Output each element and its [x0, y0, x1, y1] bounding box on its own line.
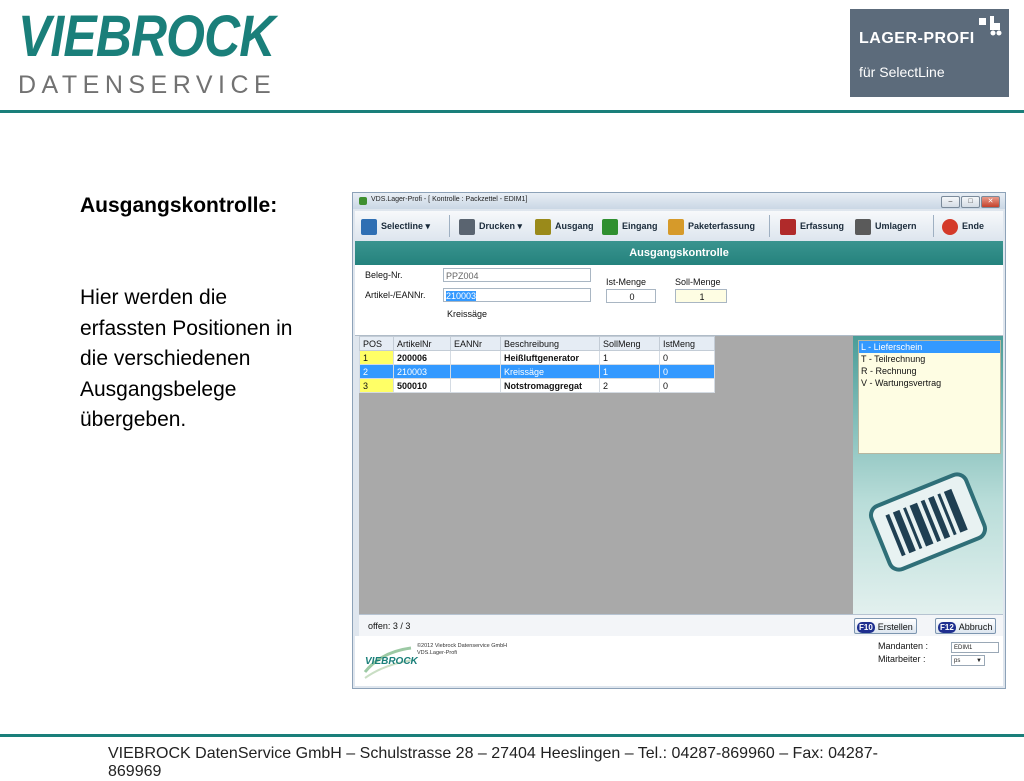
shelf-icon: [855, 219, 871, 235]
list-item-teilrechnung[interactable]: T - Teilrechnung: [861, 354, 926, 364]
power-icon: [942, 219, 958, 235]
table-row[interactable]: [360, 351, 715, 365]
artikel-description: Kreissäge: [447, 309, 488, 319]
toolbar-erfassung-button[interactable]: [780, 217, 844, 235]
soll-menge-value: 1: [699, 292, 705, 302]
beschreibung-cell: Notstromaggregat: [501, 379, 600, 393]
section-title: Ausgangskontrolle: [355, 241, 1003, 265]
badge-title: LAGER-PROFI: [859, 30, 975, 47]
main-toolbar: [355, 211, 1003, 242]
toolbar-label: Umlagern: [875, 221, 917, 231]
barcode-illustration-icon: [869, 474, 987, 570]
beschreibung-cell: Kreissäge: [501, 365, 600, 379]
artikel-label: Artikel-/EANNr.: [365, 290, 426, 300]
ist-menge-label: Ist-Menge: [606, 277, 647, 287]
offen-counter: offen: 3 / 3: [368, 621, 411, 631]
window-titlebar: [353, 193, 1005, 209]
column-header[interactable]: ArtikelNr: [394, 337, 451, 351]
mitarbeiter-label: Mitarbeiter :: [878, 654, 926, 664]
erstellen-button[interactable]: [854, 618, 917, 634]
ist-cell: 0: [660, 351, 715, 365]
beleg-field[interactable]: [443, 268, 591, 282]
toolbar-label: Ende: [962, 221, 985, 231]
toolbar-ende-button[interactable]: [942, 217, 984, 235]
artikel-cell: 500010: [394, 379, 451, 393]
chevron-down-icon: ▼: [976, 658, 982, 664]
maximize-icon[interactable]: □: [961, 196, 980, 208]
status-bar: [359, 614, 1003, 637]
toolbar-label: Selectline: [381, 221, 424, 231]
beschreibung-cell: Heißluftgenerator: [501, 351, 600, 365]
table-row[interactable]: [360, 379, 715, 393]
document-icon: [361, 219, 377, 235]
abbruch-label: Abbruch: [958, 622, 993, 632]
soll-menge-label: Soll-Menge: [675, 277, 721, 287]
mandanten-field[interactable]: [951, 642, 999, 653]
app-name-text: VDS.Lager-Profi: [417, 650, 458, 656]
package-icon: [668, 219, 684, 235]
f12-key-badge: F12: [940, 623, 954, 632]
ean-cell: [451, 365, 501, 379]
toolbar-label: Erfassung: [800, 221, 845, 231]
control-form: [355, 265, 1003, 336]
toolbar-label: Drucken: [479, 221, 516, 231]
header-divider: [0, 110, 1024, 113]
beleg-type-list[interactable]: [858, 340, 1001, 454]
mini-logo-text: VIEBROCK: [365, 656, 418, 667]
ist-menge-value: 0: [629, 292, 635, 302]
toolbar-label: Paketerfassung: [688, 221, 756, 231]
close-icon[interactable]: ✕: [981, 196, 1000, 208]
toolbar-selectline-button[interactable]: Selectline ▾: [361, 217, 430, 235]
table-row[interactable]: [360, 365, 715, 379]
logo-wordmark: VIEBROCK: [18, 4, 275, 69]
artikel-value: 210003: [446, 291, 477, 301]
list-item-rechnung[interactable]: R - Rechnung: [861, 366, 917, 376]
list-item-lieferschein[interactable]: L - Lieferschein: [859, 341, 1000, 353]
app-icon: [359, 197, 367, 205]
column-header[interactable]: SollMeng: [600, 337, 660, 351]
soll-menge-field: [675, 289, 727, 303]
ist-menge-field[interactable]: [606, 289, 656, 303]
artikel-field[interactable]: [443, 288, 591, 302]
beleg-value: PPZ004: [446, 271, 479, 281]
toolbar-drucken-button[interactable]: Drucken ▾: [459, 217, 522, 235]
window-title: VDS.Lager-Profi - [ Kontrolle : Packzettel - EDIM1]: [371, 196, 528, 203]
column-header[interactable]: EANNr: [451, 337, 501, 351]
toolbar-umlagern-button[interactable]: [855, 217, 917, 235]
barcode-in-icon: [602, 219, 618, 235]
scanner-icon: [780, 219, 796, 235]
column-header[interactable]: Beschreibung: [501, 337, 600, 351]
ist-cell: 0: [660, 365, 715, 379]
viebrock-logo: [18, 4, 277, 99]
toolbar-eingang-button[interactable]: [602, 217, 658, 235]
mandanten-value: EDIM1: [954, 645, 973, 651]
pos-cell: 2: [360, 365, 394, 379]
footer-divider: [0, 734, 1024, 737]
mitarbeiter-value: ps: [954, 658, 961, 664]
toolbar-separator: [933, 215, 934, 237]
minimize-icon[interactable]: –: [941, 196, 960, 208]
pos-cell: 1: [360, 351, 394, 365]
f10-key-badge: F10: [859, 623, 873, 632]
slide-body: Hier werden die erfassten Positionen in die verschiedenen Ausgangsbelege übergeben.: [80, 286, 293, 431]
toolbar-ausgang-button[interactable]: [535, 217, 594, 235]
erstellen-label: Erstellen: [877, 622, 913, 632]
app-window: [352, 192, 1006, 689]
info-panel: [355, 636, 1003, 686]
lager-profi-badge: [850, 9, 1009, 97]
beleg-type-panel: [853, 336, 1003, 614]
printer-icon: [459, 219, 475, 235]
list-item-wartungsvertrag[interactable]: V - Wartungsvertrag: [861, 378, 942, 388]
mitarbeiter-select[interactable]: [951, 655, 985, 666]
ean-cell: [451, 351, 501, 365]
mandanten-label: Mandanten :: [878, 641, 929, 651]
footer-text: VIEBROCK DatenService GmbH – Schulstrasse 28 – 27404 Heeslingen – Tel.: 04287-869960 – Fax: 04287-869969: [108, 745, 878, 780]
column-header[interactable]: POS: [360, 337, 394, 351]
copyright-text: ©2012 Viebrock Datenservice GmbH: [417, 643, 508, 649]
soll-cell: 1: [600, 365, 660, 379]
toolbar-label: Ausgang: [555, 221, 594, 231]
ist-cell: 0: [660, 379, 715, 393]
forklift-icon: [978, 15, 1002, 37]
soll-cell: 1: [600, 351, 660, 365]
table-header-row: [360, 337, 715, 351]
ean-cell: [451, 379, 501, 393]
toolbar-paketerfassung-button[interactable]: [668, 217, 755, 235]
toolbar-separator: [449, 215, 450, 237]
positions-table: [359, 336, 715, 393]
beleg-label: Beleg-Nr.: [365, 270, 403, 280]
copyright-info: [417, 643, 507, 657]
slide-heading: Ausgangskontrolle:: [80, 194, 278, 217]
column-header[interactable]: IstMeng: [660, 337, 715, 351]
artikel-cell: 210003: [394, 365, 451, 379]
mini-viebrock-logo: [361, 642, 418, 682]
toolbar-label: Eingang: [622, 221, 658, 231]
toolbar-separator: [769, 215, 770, 237]
barcode-out-icon: [535, 219, 551, 235]
badge-subtitle: für SelectLine: [859, 64, 945, 80]
positions-grid-area: [359, 336, 853, 614]
pos-cell: 3: [360, 379, 394, 393]
abbruch-button[interactable]: [935, 618, 996, 634]
soll-cell: 2: [600, 379, 660, 393]
logo-subtitle: DATENSERVICE: [18, 71, 277, 99]
artikel-cell: 200006: [394, 351, 451, 365]
